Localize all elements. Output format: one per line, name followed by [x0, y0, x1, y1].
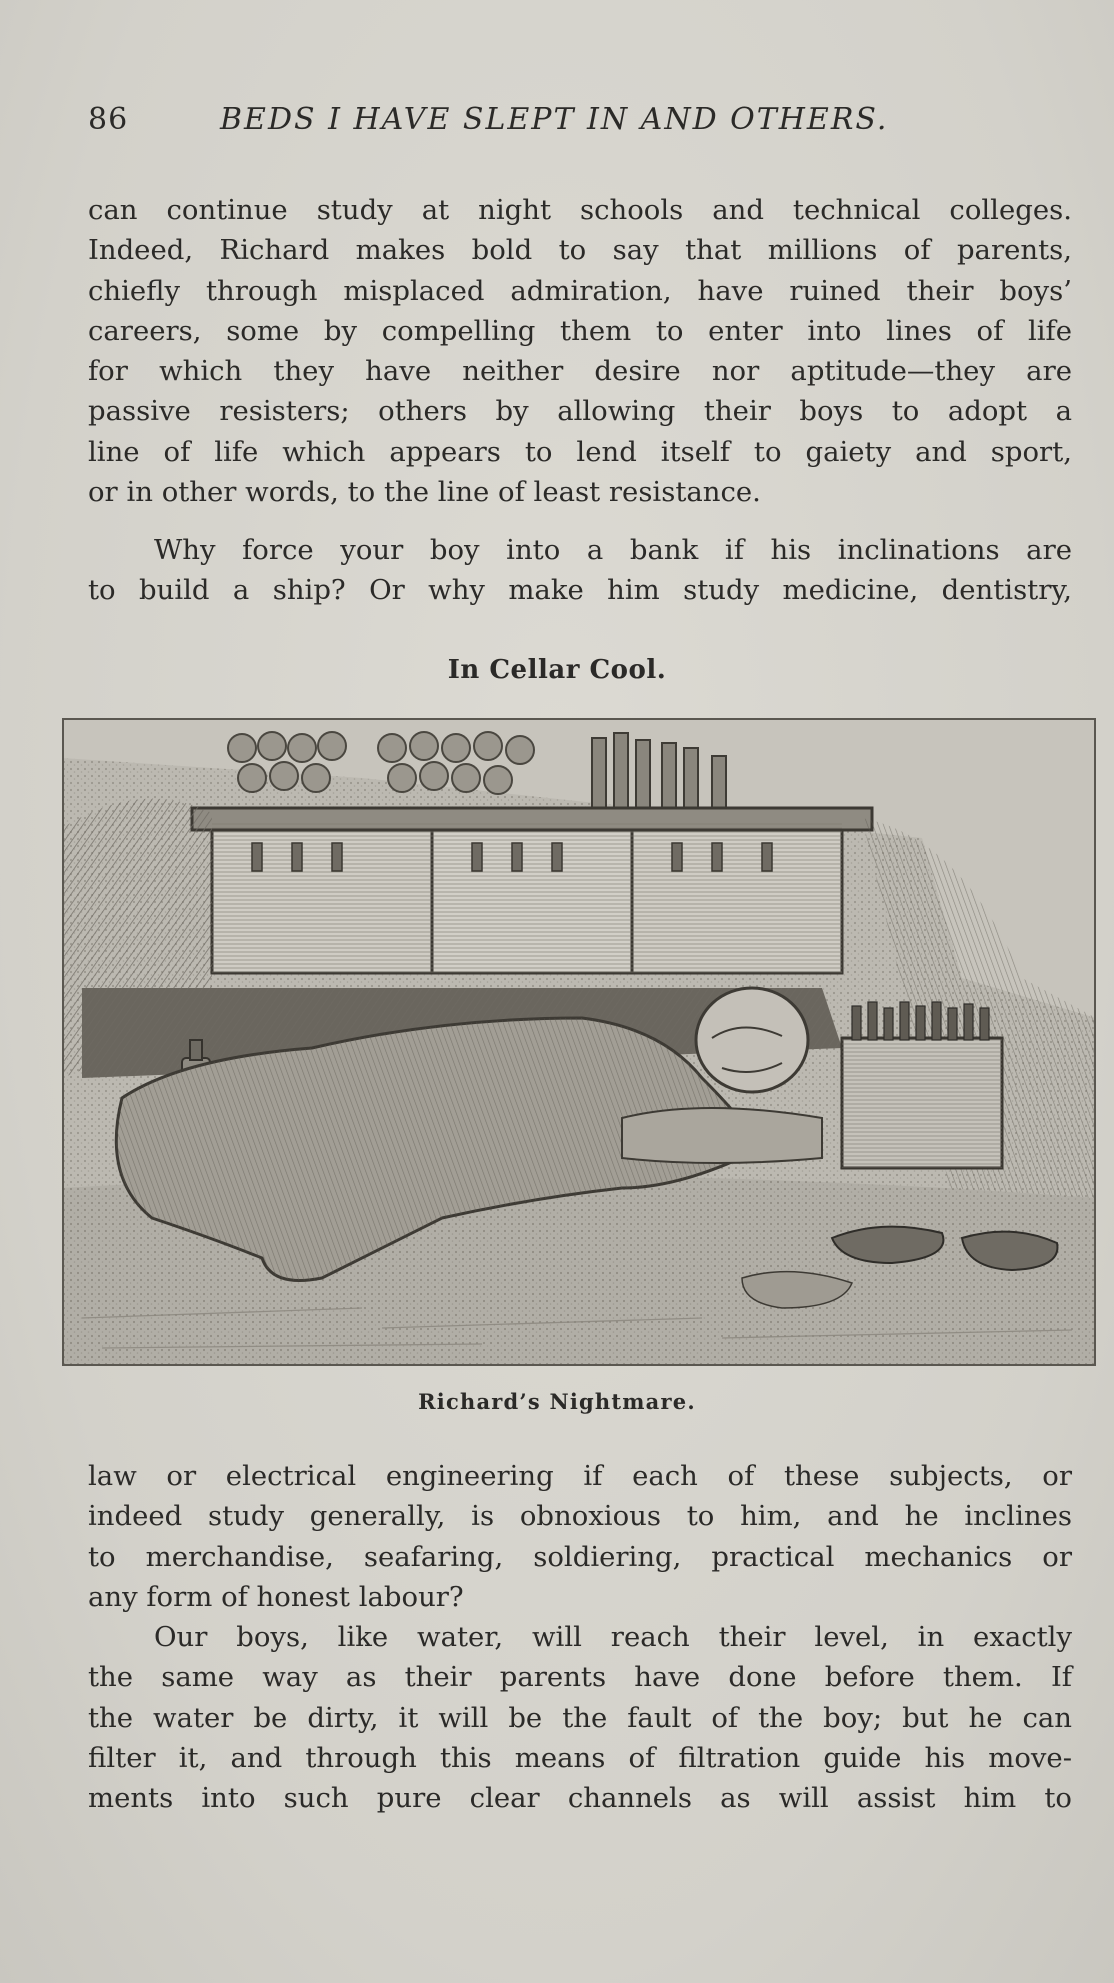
paragraph-4-line: ments into such pure clear channels as will assist him to: [88, 1782, 1072, 1815]
paragraph-1-line: careers, some by compelling them to enter into lines of life: [88, 314, 1072, 347]
paragraph-1-line: chiefly through misplaced admiration, have ruined their boys’: [88, 274, 1072, 307]
paragraph-2: [88, 530, 1072, 611]
paragraph-4-line: filter it, and through this means of filtration guide his move-: [88, 1741, 1072, 1774]
paragraph-1-line: can continue study at night schools and technical colleges.: [88, 194, 1072, 226]
paragraph-1: [88, 190, 1072, 512]
paragraph-1-line: or in other words, to the line of least resistance.: [88, 476, 761, 509]
paragraph-4-line: the same way as their parents have done before them. If: [88, 1661, 1072, 1694]
running-title: BEDS I HAVE SLEPT IN AND OTHERS.: [220, 102, 889, 137]
paragraph-3: [88, 1456, 1072, 1617]
paragraph-4: [88, 1617, 1072, 1818]
paragraph-3-line: indeed study generally, is obnoxious to him, and he inclines: [88, 1500, 1072, 1533]
paragraph-2-line: to build a ship? Or why make him study medicine, dentistry,: [88, 574, 1072, 607]
paragraph-4-line: the water be dirty, it will be the fault of the boy; but he can: [88, 1701, 1072, 1734]
paragraph-1-line: for which they have neither desire nor aptitude—they are: [88, 355, 1072, 388]
paragraph-1-line: line of life which appears to lend itself to gaiety and sport,: [88, 435, 1072, 468]
paragraph-1-line: Indeed, Richard makes bold to say that millions of parents,: [88, 234, 1072, 267]
figure-illustration: [62, 718, 1096, 1366]
paragraph-2-line: Why force your boy into a bank if his inclinations are: [154, 534, 1072, 566]
paragraph-3-line: to merchandise, seafaring, soldiering, practical mechanics or: [88, 1540, 1072, 1573]
page-number: 86: [88, 102, 129, 137]
paragraph-3-line: any form of honest labour?: [88, 1580, 464, 1613]
cellar-engraving: [62, 718, 1096, 1366]
paragraph-1-line: passive resisters; others by allowing their boys to adopt a: [88, 395, 1072, 428]
paragraph-4-line: Our boys, like water, will reach their level, in exactly: [154, 1621, 1072, 1653]
running-head: [88, 102, 1028, 146]
figure-title: In Cellar Cool.: [447, 655, 667, 685]
figure-caption: Richard’s Nightmare.: [418, 1389, 696, 1414]
paragraph-3-line: law or electrical engineering if each of these subjects, or: [88, 1460, 1072, 1492]
